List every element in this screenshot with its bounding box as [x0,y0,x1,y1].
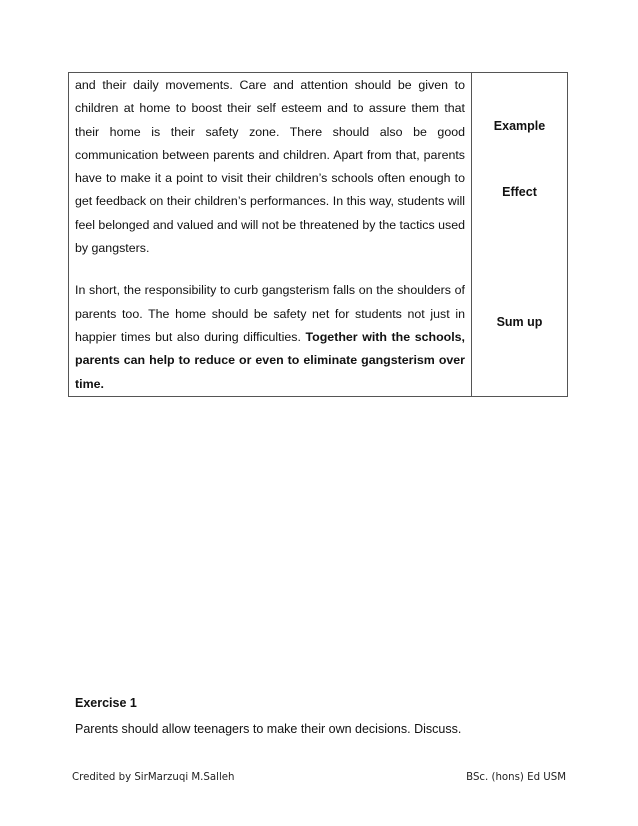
footer-qualification: BSc. (hons) Ed USM [466,772,566,783]
essay-text-cell [69,73,472,397]
body-paragraph-support: and their daily movements. Care and attention should be given to children at home to boost their self esteem and to assure them that their home is their safety zone. There should also be good communication between parents and children. Apart from that, parents have to make it a point to visit their children’s schools often enough to get feedback on their children’s performances. In this way, students will feel belonged and valued and will not be threatened by the tactics used by gangsters. [75,78,465,256]
footer-credit: Credited by SirMarzuqi M.Salleh [72,772,235,783]
label-sum-up: Sum up [496,315,543,329]
label-example: Example [493,119,546,133]
essay-table [68,72,568,397]
conclusion-bold-text: Together with the schools, parents can help to reduce or even to eliminate gangsterism over time. [75,329,465,391]
body-paragraph-conclusion [75,279,465,395]
label-effect: Effect [502,185,537,199]
conclusion-text: In short, the responsibility to curb gangsterism falls on the shoulders of parents too. The home should be safety net for students not just in happier times but also during difficulties. [75,283,465,344]
exercise-prompt: Parents should allow teenagers to make their own decisions. Discuss. [75,722,462,736]
exercise-title: Exercise 1 [75,696,137,710]
label-cell [472,73,568,397]
table-row [69,73,568,397]
